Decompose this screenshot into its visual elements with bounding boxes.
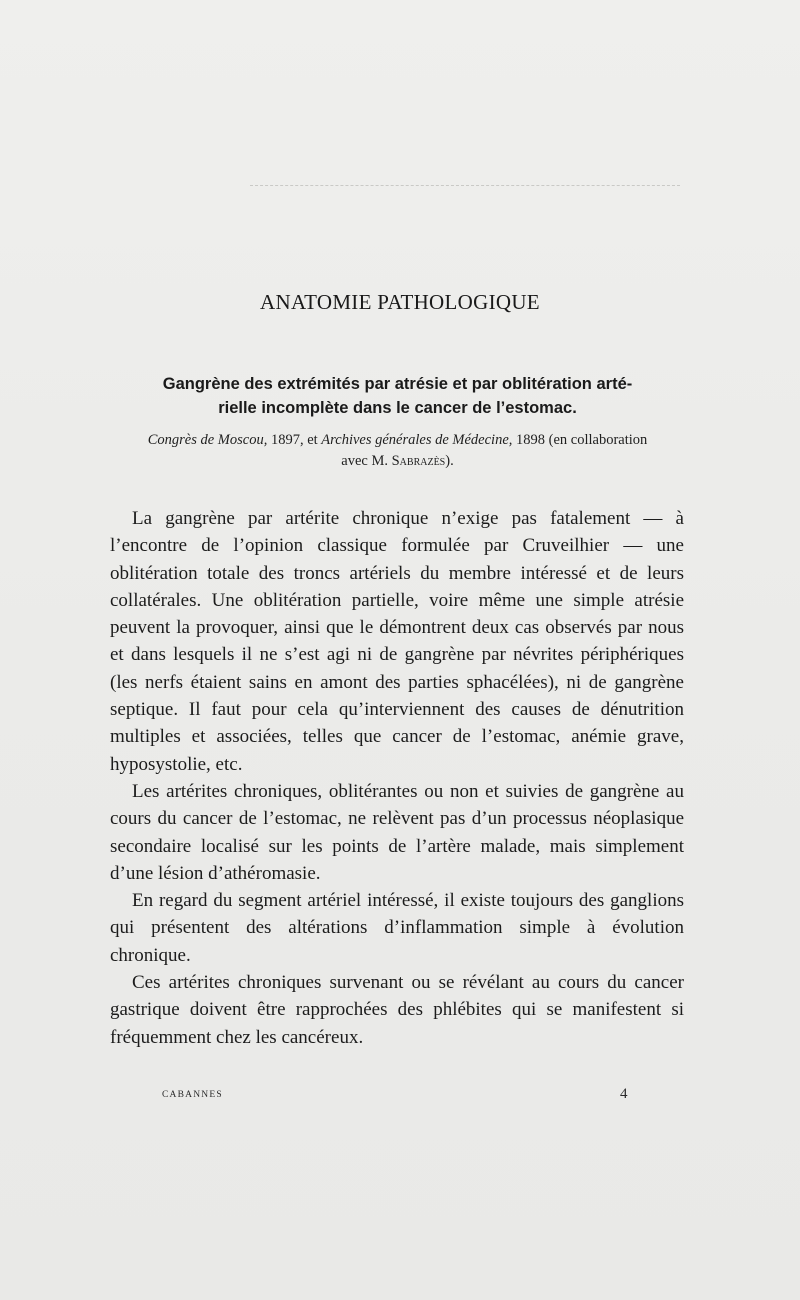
citation-collab-name: Sabrazès bbox=[391, 453, 446, 469]
article-title-line-2: rielle incomplète dans le cancer de l’estomac. bbox=[218, 399, 577, 417]
paragraph-4: Ces artérites chroniques survenant ou se révélant au cours du cancer gastrique doivent être rapprochées des phlébites qui se manifestent si fréquemment chez les cancéreux. bbox=[110, 972, 684, 1048]
citation-congress: Congrès de Moscou, bbox=[147, 432, 268, 448]
citation-collab-suffix: ). bbox=[445, 453, 454, 469]
page-number: 4 bbox=[620, 1086, 628, 1102]
article-title-line-1: Gangrène des extrémités par atrésie et par oblitération arté- bbox=[162, 375, 633, 393]
paragraph-2: Les artérites chroniques, oblitérantes ou non et suivies de gangrène au cours du cancer de l’estomac, ne relèvent pas d’un processus néoplasique secondaire localisé sur les points de l’artère malade, mais simplement d’une lésion d’athéromasie. bbox=[110, 780, 684, 884]
paragraph-3: En regard du segment artériel intéressé, il existe toujours des ganglions qui présentent des altérations d’inflammation simple à évolution chronique. bbox=[110, 890, 684, 966]
paragraph-1: La gangrène par artérite chronique n’exige pas fatalement — à l’encontre de l’opinion classique formulée par Cruveilhier — une oblitération totale des troncs artériels du membre intéressé et de leurs collatérales. Une oblitération partielle, voire même une simple atrésie peuvent la provoquer, ainsi que le démontrent deux cas observés par nous et dans lesquels il ne s’est agi ni de gangrène par névrites périphériques (les nerfs étaient sains en amont des parties sphacélées), ni de gangrène septique. Il faut pour cela qu’interviennent des causes de dénutrition multiples et associées, telles que cancer de l’estomac, anémie grave, hyposystolie, etc. bbox=[110, 508, 684, 775]
citation-year-1: 1897, et bbox=[267, 432, 322, 448]
citation-collab-prefix: avec M. bbox=[341, 453, 392, 469]
citation-journal: Archives générales de Médecine, bbox=[321, 432, 513, 448]
section-title: ANATOMIE PATHOLOGIQUE bbox=[260, 290, 540, 314]
body-text bbox=[110, 505, 684, 1051]
article-title bbox=[110, 372, 685, 420]
bleed-through-rule bbox=[250, 185, 680, 186]
signature-mark: CABANNES bbox=[162, 1090, 223, 1100]
citation-year-2: 1898 (en collaboration bbox=[512, 432, 648, 448]
citation bbox=[110, 430, 685, 472]
citation-line-1 bbox=[110, 430, 685, 451]
citation-line-2 bbox=[110, 451, 685, 472]
